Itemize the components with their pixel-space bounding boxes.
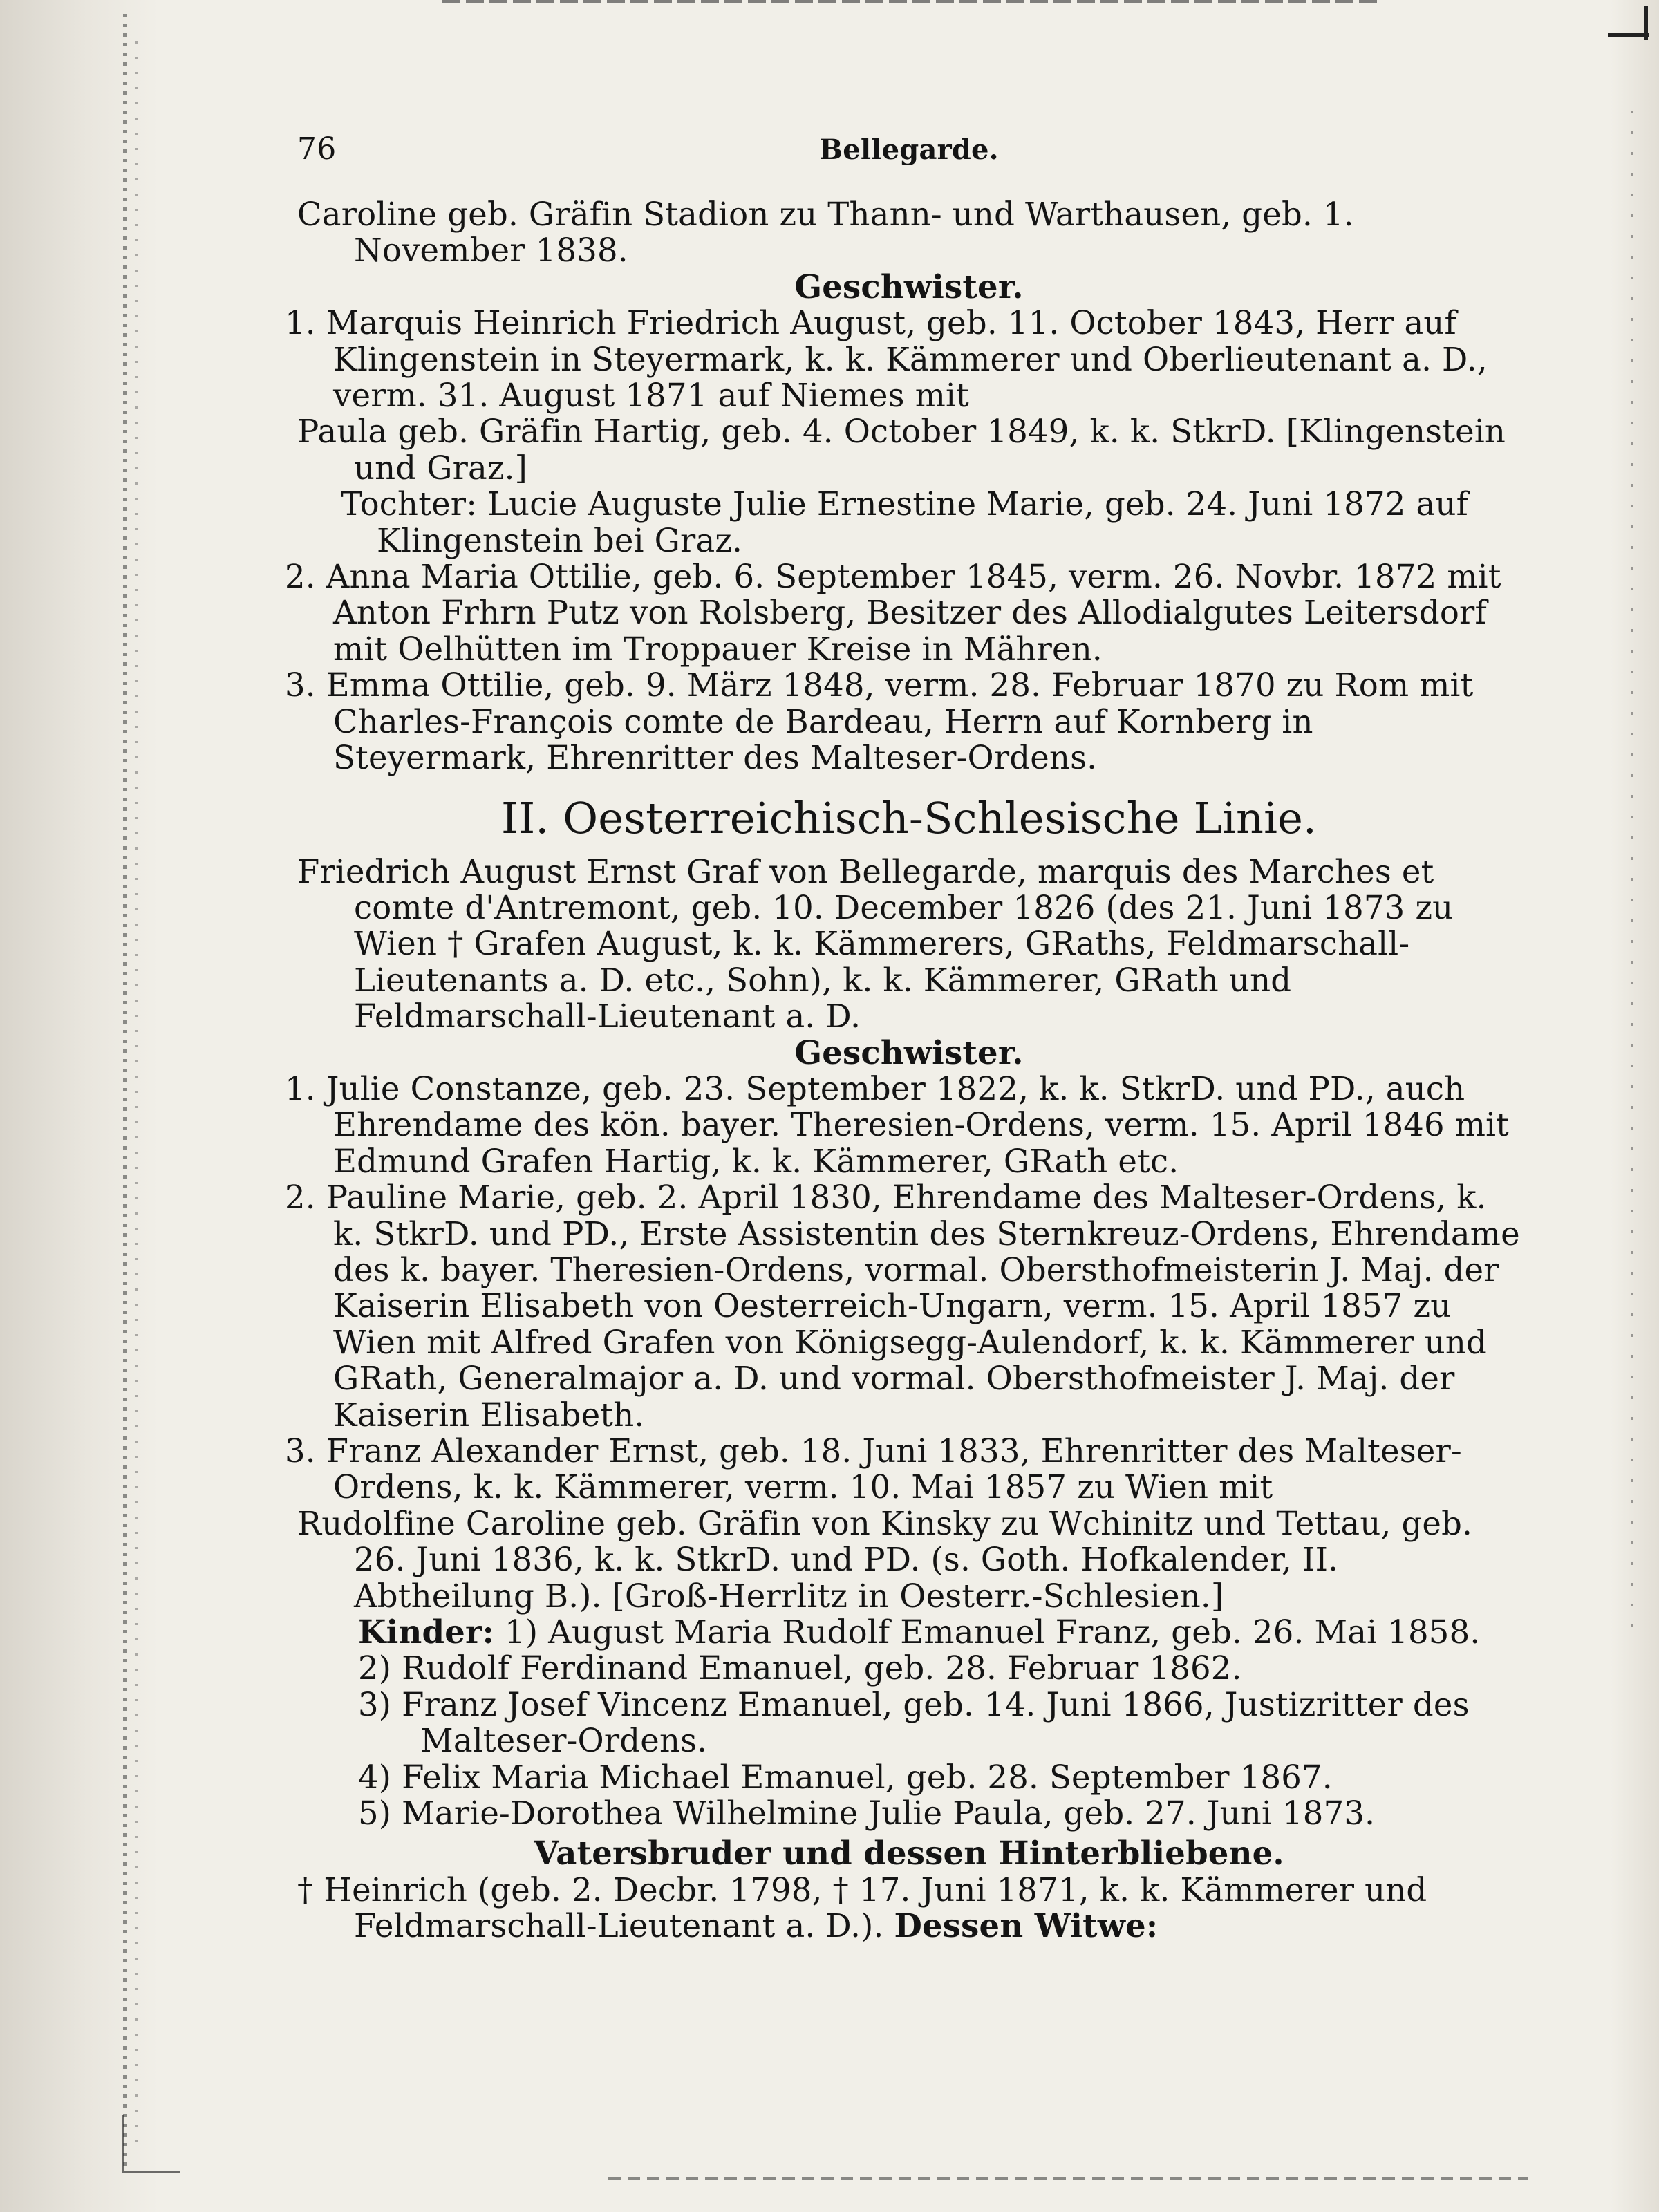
head-of-line-entry: Friedrich August Ernst Graf von Bellegarde, marquis des Marches et comte d'Antremont, geb. 10. December 1826 (des 21. Juni 1873 zu Wien † Grafen August, k. k. Kämmerers, GRaths, Feldmarschall-Lieutenants a. D. etc., Sohn), k. k. Kämmerer, GRath und Feldmarschall-Lieutenant a. D. <box>297 852 1454 1035</box>
children-label: Kinder: <box>358 1613 495 1651</box>
child-entry-1: 1) August Maria Rudolf Emanuel Franz, geb. 26. Mai 1858. <box>505 1613 1481 1651</box>
spouse-entry: Caroline geb. Gräfin Stadion zu Thann- und Warthausen, geb. 1. November 1838. <box>297 196 1354 270</box>
uncle-text: † Heinrich (geb. 2. Decbr. 1798, † 17. Juni 1871, k. k. Kämmerer und Feldmarschall-Lieutenant a. D.). <box>297 1871 1427 1945</box>
scan-top-rule <box>442 0 1382 3</box>
siblings-heading-2: Geschwister. <box>794 1033 1024 1071</box>
page-number: 76 <box>297 131 337 167</box>
scan-bracket-mark <box>122 2115 180 2173</box>
sibling-entry-2: 2. Anna Maria Ottilie, geb. 6. September 1845, verm. 26. Novbr. 1872 mit Anton Frhrn Putz von Rolsberg, Besitzer des Allodialgutes Leitersdorf mit Oelhütten im Troppauer Kreise in Mähren. <box>285 558 1501 668</box>
sibling-entry-1b: 1. Julie Constanze, geb. 23. September 1822, k. k. StkrD. und PD., auch Ehrendame des kön. bayer. Theresien-Ordens, verm. 15. April 1846 mit Edmund Grafen Hartig, k. k. Kämmerer, GRath etc. <box>285 1069 1510 1180</box>
child-entry: 3) Franz Josef Vincenz Emanuel, geb. 14. Juni 1866, Justizritter des Malteser-Ordens. <box>358 1685 1470 1760</box>
scan-corner-mark <box>1608 19 1649 37</box>
scan-bottom-rule <box>608 2177 1528 2180</box>
scan-left-edge <box>0 0 159 2212</box>
widow-label: Dessen Witwe: <box>894 1906 1159 1945</box>
uncle-heading: Vatersbruder und dessen Hinterbliebene. <box>534 1834 1284 1873</box>
sibling-3-spouse: Rudolfine Caroline geb. Gräfin von Kinsky zu Wchinitz und Tettau, geb. 26. Juni 1836, k. k. StkrD. und PD. (s. Goth. Hofkalender, II. Abtheilung B.). [Groß-Herrlitz in Oesterr.-Schlesien.] <box>297 1504 1473 1615</box>
child-entry: 4) Felix Maria Michael Emanuel, geb. 28. September 1867. <box>358 1758 1333 1796</box>
child-entry: 2) Rudolf Ferdinand Emanuel, geb. 28. Februar 1862. <box>358 1649 1242 1687</box>
sibling-1-daughter: Tochter: Lucie Auguste Julie Ernestine Marie, geb. 24. Juni 1872 auf Klingenstein bei Graz. <box>341 485 1468 559</box>
scan-right-edge <box>1611 0 1659 2212</box>
children-block <box>297 1614 1521 1650</box>
running-title: Bellegarde. <box>819 133 999 166</box>
page-header <box>297 131 1521 184</box>
section-title: II. Oesterreichisch-Schlesische Linie. <box>501 792 1317 843</box>
sibling-entry-2b: 2. Pauline Marie, geb. 2. April 1830, Ehrendame des Malteser-Ordens, k. k. StkrD. und PD., Erste Assistentin des Sternkreuz-Ordens, Ehrendame des k. bayer. Theresien-Ordens, vormal. Obersthofmeisterin J. Maj. der Kaiserin Elisabeth von Oesterreich-Ungarn, verm. 15. April 1857 zu Wien mit Alfred Grafen von Königsegg-Aulendorf, k. k. Kämmerer und GRath, Generalmajor a. D. und vormal. Obersthofmeister J. Maj. der Kaiserin Elisabeth. <box>285 1179 1520 1434</box>
sibling-entry-3: 3. Emma Ottilie, geb. 9. März 1848, verm. 28. Februar 1870 zu Rom mit Charles-François comte de Bardeau, Herrn auf Kornberg in Steyermark, Ehrenritter des Malteser-Ordens. <box>285 666 1474 777</box>
sibling-1-spouse: Paula geb. Gräfin Hartig, geb. 4. October 1849, k. k. StkrD. [Klingenstein und Graz.] <box>297 413 1506 487</box>
document-page <box>285 131 1521 1945</box>
sibling-entry-3b: 3. Franz Alexander Ernst, geb. 18. Juni 1833, Ehrenritter des Malteser-Ordens, k. k. Kämmerer, verm. 10. Mai 1857 zu Wien mit <box>285 1432 1462 1506</box>
sibling-entry-1: 1. Marquis Heinrich Friedrich August, geb. 11. October 1843, Herr auf Klingenstein in Steyermark, k. k. Kämmerer und Oberlieutenant a. D., verm. 31. August 1871 auf Niemes mit <box>285 304 1488 415</box>
uncle-entry <box>297 1872 1521 1944</box>
child-entry: 5) Marie-Dorothea Wilhelmine Julie Paula, geb. 27. Juni 1873. <box>358 1794 1376 1833</box>
siblings-heading: Geschwister. <box>794 267 1024 306</box>
